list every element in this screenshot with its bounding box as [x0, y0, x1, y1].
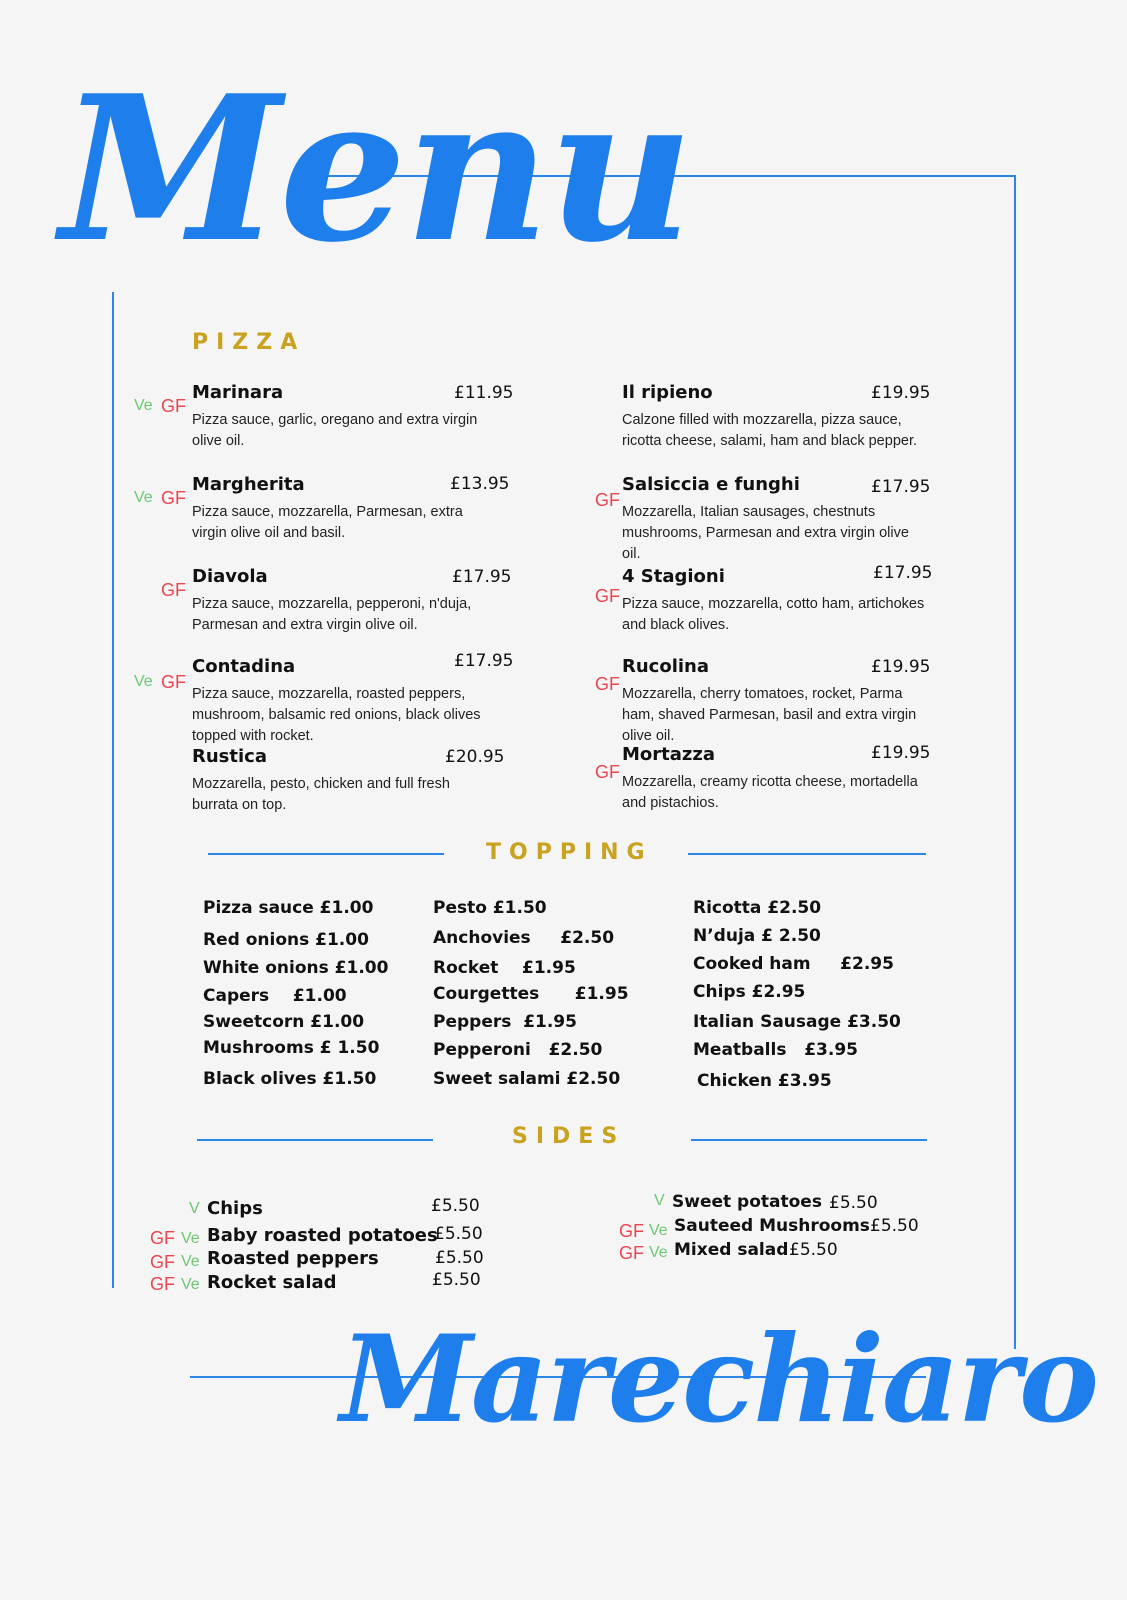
vegetarian-tag: V — [189, 1200, 200, 1217]
topping-item: Peppers £1.95 — [433, 1012, 577, 1032]
pizza-description: Mozzarella, cherry tomatoes, rocket, Parma ham, shaved Parmesan, basil and extra virgin olive oil. — [622, 686, 917, 744]
gluten-free-tag: GF — [161, 672, 186, 692]
pizza-description: Mozzarella, creamy ricotta cheese, mortadella and pistachios. — [622, 774, 918, 811]
menu-title: Menu — [60, 52, 692, 287]
topping-item: Pizza sauce £1.00 — [203, 898, 374, 918]
pizza-price: £19.95 — [871, 383, 931, 403]
topping-heading: TOPPING — [486, 840, 653, 865]
pizza-description: Pizza sauce, mozzarella, cotto ham, artichokes and black olives. — [622, 596, 925, 633]
vegan-tag: Ve — [134, 673, 153, 690]
gluten-free-tag: GF — [619, 1243, 644, 1263]
topping-item: Meatballs £3.95 — [693, 1040, 858, 1060]
side-name: Chips — [207, 1198, 263, 1219]
pizza-price: £17.95 — [452, 567, 512, 587]
frame-right-line — [1014, 175, 1016, 1349]
topping-item: Anchovies £2.50 — [433, 928, 615, 948]
pizza-name: 4 Stagioni — [622, 566, 725, 587]
pizza-description: Mozzarella, pesto, chicken and full fresh burrata on top. — [192, 776, 450, 813]
gluten-free-tag: GF — [619, 1221, 644, 1241]
side-price: £5.50 — [435, 1248, 484, 1268]
topping-item: Sweet salami £2.50 — [433, 1069, 621, 1089]
pizza-description: Pizza sauce, garlic, oregano and extra virgin olive oil. — [192, 412, 478, 449]
pizza-name: Il ripieno — [622, 382, 713, 403]
side-price: £5.50 — [789, 1240, 838, 1260]
topping-item: Black olives £1.50 — [203, 1069, 377, 1089]
pizza-name: Marinara — [192, 382, 284, 403]
topping-item: Italian Sausage £3.50 — [693, 1012, 901, 1032]
pizza-description: Mozzarella, Italian sausages, chestnuts mushrooms, Parmesan and extra virgin olive oil. — [622, 504, 909, 562]
gluten-free-tag: GF — [595, 762, 620, 782]
pizza-price: £20.95 — [445, 747, 505, 767]
side-price: £5.50 — [432, 1270, 481, 1290]
topping-item: Chicken £3.95 — [697, 1071, 832, 1091]
vegan-tag: Ve — [181, 1276, 200, 1293]
gluten-free-tag: GF — [161, 488, 186, 508]
side-name: Mixed salad — [674, 1240, 789, 1260]
topping-item: White onions £1.00 — [203, 958, 389, 978]
vegan-tag: Ve — [181, 1253, 200, 1270]
topping-item: N’duja £ 2.50 — [693, 926, 821, 946]
side-price: £5.50 — [431, 1196, 480, 1216]
pizza-description: Pizza sauce, mozzarella, roasted peppers, mushroom, balsamic red onions, black olives topped with rocket. — [192, 686, 481, 744]
pizza-name: Contadina — [192, 656, 296, 677]
topping-item: Sweetcorn £1.00 — [203, 1012, 365, 1032]
pizza-name: Salsiccia e funghi — [622, 474, 800, 495]
topping-item: Chips £2.95 — [693, 982, 806, 1002]
topping-item: Pepperoni £2.50 — [433, 1040, 603, 1060]
side-name: Sauteed Mushrooms — [674, 1216, 870, 1236]
vegetarian-tag: V — [654, 1192, 665, 1209]
gluten-free-tag: GF — [595, 674, 620, 694]
sides-heading: SIDES — [512, 1124, 626, 1149]
pizza-name: Mortazza — [622, 744, 716, 765]
pizza-price: £13.95 — [450, 474, 510, 494]
vegan-tag: Ve — [134, 489, 153, 506]
pizza-description: Pizza sauce, mozzarella, pepperoni, n'duja, Parmesan and extra virgin olive oil. — [192, 596, 472, 633]
side-price: £5.50 — [434, 1224, 483, 1244]
brand-logo: Marechiaro — [340, 1309, 1098, 1450]
topping-item: Pesto £1.50 — [433, 898, 547, 918]
side-name: Sweet potatoes — [672, 1192, 822, 1212]
gluten-free-tag: GF — [161, 580, 186, 600]
topping-item: Mushrooms £ 1.50 — [203, 1038, 380, 1058]
pizza-price: £11.95 — [454, 383, 514, 403]
sides-divider-left — [197, 1139, 433, 1141]
topping-item: Red onions £1.00 — [203, 930, 369, 950]
vegan-tag: Ve — [649, 1244, 668, 1261]
side-name: Rocket salad — [207, 1272, 337, 1293]
topping-item: Ricotta £2.50 — [693, 898, 822, 918]
gluten-free-tag: GF — [150, 1252, 175, 1272]
gluten-free-tag: GF — [595, 586, 620, 606]
pizza-price: £17.95 — [454, 651, 514, 671]
pizza-description: Pizza sauce, mozzarella, Parmesan, extra virgin olive oil and basil. — [192, 504, 463, 541]
topping-item: Capers £1.00 — [203, 986, 347, 1006]
topping-divider-left — [208, 853, 444, 855]
topping-item: Cooked ham £2.95 — [693, 954, 894, 974]
vegan-tag: Ve — [181, 1230, 200, 1247]
pizza-price: £17.95 — [871, 477, 931, 497]
pizza-name: Diavola — [192, 566, 268, 587]
side-name: Baby roasted potatoes — [207, 1225, 438, 1246]
gluten-free-tag: GF — [595, 490, 620, 510]
sides-divider-right — [691, 1139, 927, 1141]
pizza-price: £17.95 — [873, 563, 933, 583]
frame-left-line — [112, 292, 114, 1288]
pizza-price: £19.95 — [871, 743, 931, 763]
pizza-name: Margherita — [192, 474, 305, 495]
gluten-free-tag: GF — [161, 396, 186, 416]
gluten-free-tag: GF — [150, 1228, 175, 1248]
pizza-name: Rustica — [192, 746, 267, 767]
topping-item: Courgettes £1.95 — [433, 984, 629, 1004]
topping-item: Rocket £1.95 — [433, 958, 576, 978]
vegan-tag: Ve — [649, 1222, 668, 1239]
side-price: £5.50 — [870, 1216, 919, 1236]
side-name: Roasted peppers — [207, 1248, 379, 1269]
pizza-description: Calzone filled with mozzarella, pizza sauce, ricotta cheese, salami, ham and black pepper. — [622, 412, 917, 449]
gluten-free-tag: GF — [150, 1274, 175, 1294]
pizza-name: Rucolina — [622, 656, 710, 677]
vegan-tag: Ve — [134, 397, 153, 414]
side-price: £5.50 — [829, 1193, 878, 1213]
topping-divider-right — [688, 853, 926, 855]
pizza-heading: PIZZA — [192, 330, 306, 355]
pizza-price: £19.95 — [871, 657, 931, 677]
